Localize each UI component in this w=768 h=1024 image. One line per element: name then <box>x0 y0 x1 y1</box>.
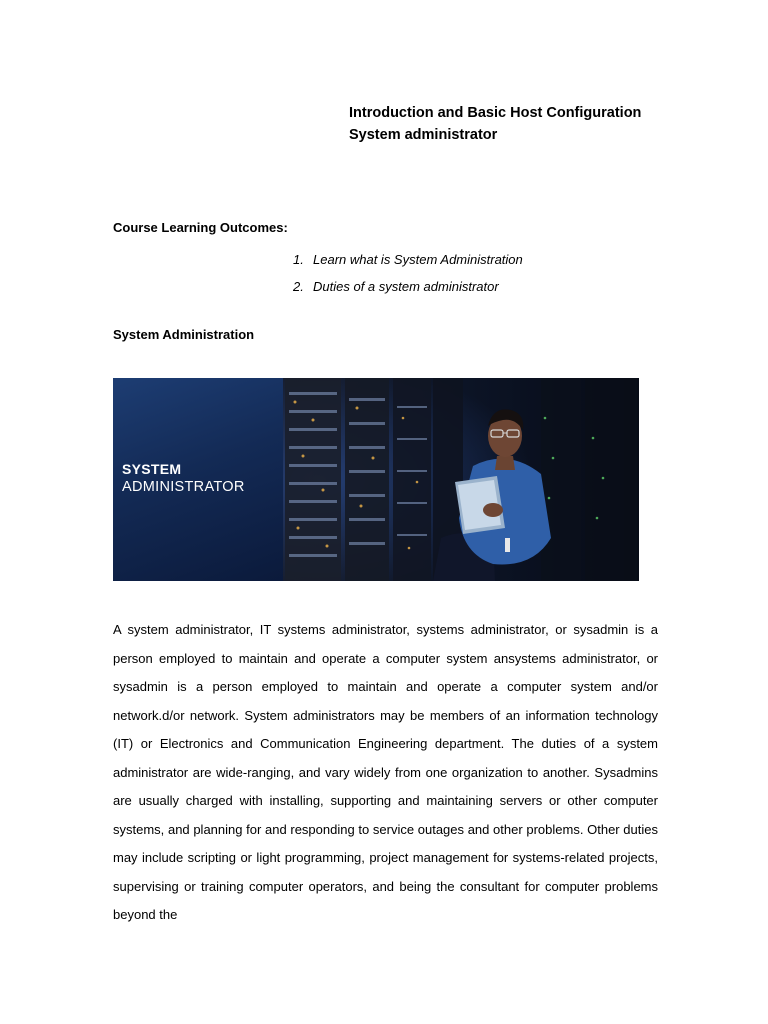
banner-text <box>122 460 245 496</box>
document-title <box>349 102 641 146</box>
list-item-text: Learn what is System Administration <box>313 252 523 267</box>
title-line-1: Introduction and Basic Host Configuration <box>349 105 642 121</box>
list-item-number: 1. <box>293 252 304 267</box>
banner-line-2: ADMINISTRATOR <box>122 479 245 495</box>
banner-image <box>113 378 639 581</box>
list-item-number: 2. <box>293 279 304 294</box>
banner-title-panel <box>113 378 283 581</box>
outcomes-heading: Course Learning Outcomes: <box>113 220 288 235</box>
title-line-2: System administrator <box>349 127 498 143</box>
list-item <box>293 273 523 300</box>
section-heading: System Administration <box>113 327 255 342</box>
outcomes-list <box>293 246 523 300</box>
banner-line-1: SYSTEM <box>122 461 182 477</box>
list-item-text: Duties of a system administrator <box>313 279 499 294</box>
body-paragraph: A system administrator, IT systems administrator, systems administrator, or sysadmin is a person employed to maintain and operate a computer system ansystems administrator, or sysadmin is a person employed to maintain and operate a computer system and/or network.d/or network. System administrators may be members of an information technology (IT) or Electronics and Communication Engineering department. The duties of a system administrator are wide-ranging, and vary widely from one organization to another. Sysadmins are usually charged with installing, supporting and maintaining servers or other computer systems, and planning for and responding to service outages and other problems. Other duties may include scripting or light programming, project management for systems-related projects, supervising or training computer operators, and being the consultant for computer problems beyond the <box>113 622 658 922</box>
list-item <box>293 246 523 273</box>
server-room-photo <box>283 378 639 581</box>
